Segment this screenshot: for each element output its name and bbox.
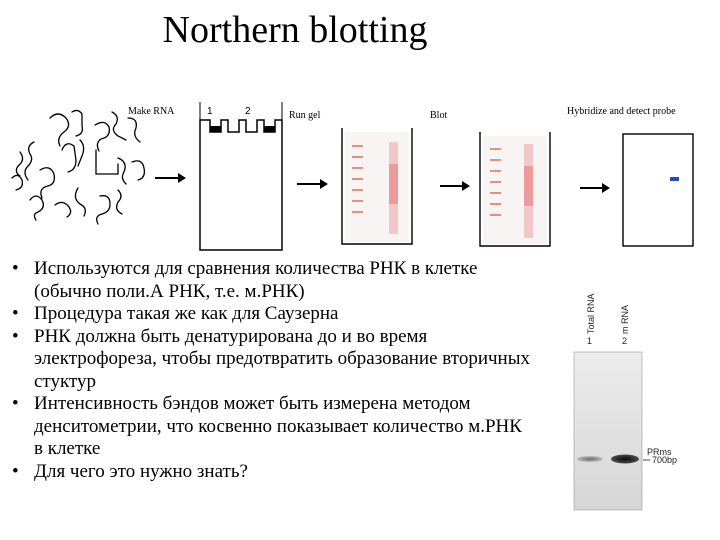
gel-illustration <box>200 102 282 250</box>
bullet-item: • Для чего это нужно знать? <box>12 461 532 484</box>
hybridize-label: Hybridize and detect probe <box>567 106 676 117</box>
bullet-list <box>12 258 532 483</box>
arrow-icon <box>580 183 610 193</box>
rna-molecules-illustration <box>12 110 144 224</box>
lane-2-label: m RNA <box>620 305 630 334</box>
arrow-icon <box>440 181 470 191</box>
arrow-icon <box>297 179 328 189</box>
blot-label: Blot <box>430 110 448 121</box>
lane-1-label: Total RNA <box>586 293 596 334</box>
run-gel-result <box>342 128 412 244</box>
bullet-item: • Процедура такая же как для Саузерна <box>12 303 532 326</box>
northern-blot-workflow-diagram <box>0 0 720 260</box>
gel-image <box>574 352 642 510</box>
blot-membrane <box>480 132 550 246</box>
lane-1-number: 1 <box>207 106 213 117</box>
arrow-icon <box>155 173 186 183</box>
make-rna-label: Make RNA <box>128 106 175 117</box>
northern-blot-photo <box>560 280 720 515</box>
page-title: Northern blotting <box>162 9 428 51</box>
band-lane-1 <box>577 456 603 462</box>
band-size-label: 700bp <box>652 455 678 465</box>
bullet-item: • РНК должна быть денатурирована до и во время электрофореза, чтобы предотвратить образование вторичных стуктур <box>12 326 532 394</box>
lane-2-number: 2 <box>622 336 628 346</box>
bullet-item: • Интенсивность бэндов может быть измерена методом денситометрии, что косвенно показывает количество м.РНК в клетке <box>12 393 532 461</box>
lane-2-number: 2 <box>245 106 251 117</box>
band-name-label: PRms <box>647 447 672 457</box>
lane-1-number: 1 <box>587 336 593 346</box>
bullet-item: • Используются для сравнения количества РНК в клетке (обычно поли.А РНК, т.е. м.РНК) <box>12 258 532 303</box>
band-lane-2 <box>611 455 639 464</box>
probe-detection-result <box>623 134 693 246</box>
run-gel-label: Run gel <box>289 110 321 121</box>
